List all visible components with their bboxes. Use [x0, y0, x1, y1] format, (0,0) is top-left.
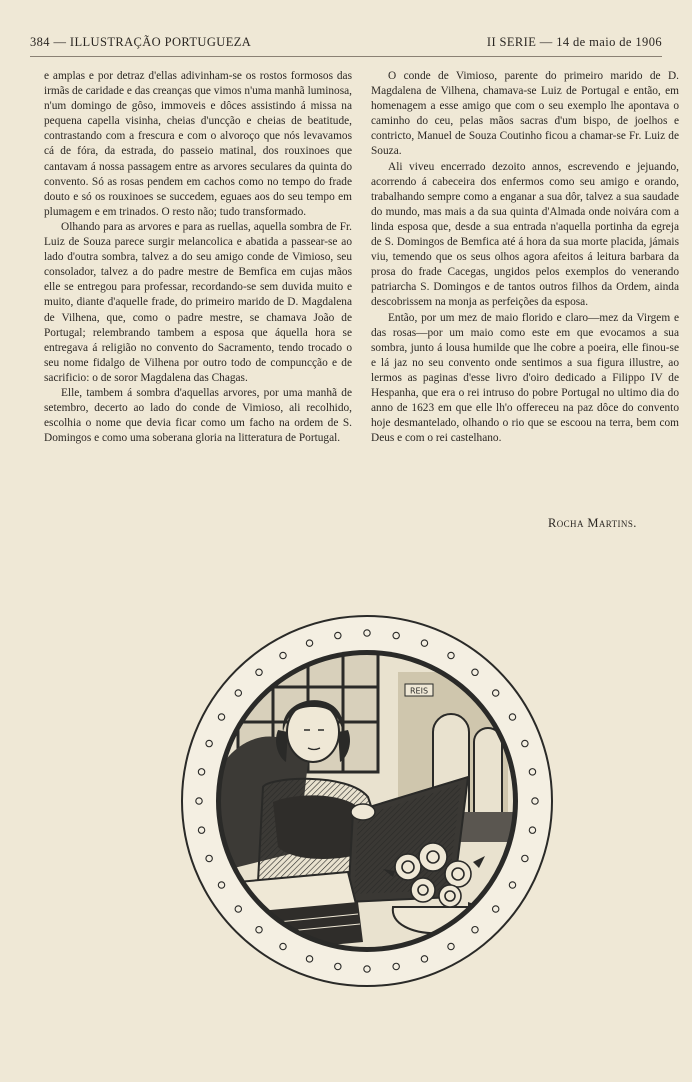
header-rule	[30, 56, 662, 57]
paragraph: Ali viveu encerrado dezoito annos, escrevendo e jejuando, acorrendo á cabeceira dos enfermos como seu amigo e orando, trabalhando sempre como a enganar a sua dôr, talvez a sua saudade do mundo, mas mais a da sua quinta d'Almada onde noivára com a linda esposa que, desde a sua entrada n'aquella portinha da egreja de S. Domingos de Bemfica até á hora da sua morte placida, jámais viu, temendo que os seus olhos agora afeitos á leitura barbara da prosa do frade Cacegas, ungidos pelos exemplos do venerando patriarcha S. Domingos e de tantos outros filhos da Ordem, ainda descobrissem na monja as perfeições da esposa.	[371, 160, 679, 309]
paragraph: O conde de Vimioso, parente do primeiro marido de D. Magdalena de Vilhena, chamava-se Luiz de Portugal e então, em homenagem a esse amigo que com o seu exemplo lhe apontava o caminho do ceu, pelas mãos sacras d'um bispo, de joelhos e contricto, Manuel de Souza Coutinho ficou a chamar-se Fr. Luiz de Souza.	[371, 70, 679, 158]
paragraph: Olhando para as arvores e para as ruellas, aquella sombra de Fr. Luiz de Souza parece surgir melancolica e abatida a passear-se ao lado d'outra sombra, talvez a do seu amigo conde de Vimioso, seu consolador, talvez a do padre mestre de Bemfica em cujas mãos elle se entregou para professar, recordando-se sem duvida muito e muito, diante d'aquelle frade, do primeiro marido de D. Magdalena de Vilhena, que, como o padre mestre, se chamava João de Portugal; relembrando tambem a esposa que áquella hora se entregava á religião no convento do Sacramento, tendo trocado o seu nome fidalgo de Vilhena por outro todo de compuncção e de sacrificio: o de soror Magdalena das Chagas.	[44, 220, 352, 384]
paragraph: Elle, tambem á sombra d'aquellas arvores, por uma manhã de setembro, decerto ao lado do conde de Vimioso, ali recolhido, escolhia o nome que devia ficar como um facho na ordem de S. Domingos e como uma soberana gloria na litteratura de Portugal.	[44, 386, 352, 445]
author-signature: Rocha Martins.	[548, 516, 637, 530]
paragraph: Então, por um mez de maio florido e claro—mez da Virgem e das rosas—por um maio como este em que evocamos a sua sombra, junto á lousa humilde que lhe cobre a poeira, elle finou-se e lá jaz no seu convento onde sentimos a sua figura illustre, ao lermos as paginas d'esse livro d'oiro dedicado a Filippo IV de Hespanha, que era o rei intruso do pobre Portugal no ultimo dia do anno de 1623 em que elle lh'o offereceu na paz dôce do convento hoje desmantelado, olhando o rio que se escoou na terra, bem com Deus e com o rei castelhano.	[371, 311, 679, 445]
medallion-svg	[178, 612, 556, 990]
header-page-title: 384 — ILLUSTRAÇÃO PORTUGUEZA	[30, 35, 252, 49]
monogram-text: REIS	[409, 686, 429, 696]
portrait-medallion-illustration	[178, 612, 556, 990]
article-right-column	[371, 69, 679, 446]
artist-monogram	[405, 684, 433, 696]
article-left-column	[44, 69, 352, 446]
header-issue-date: II SERIE — 14 de maio de 1906	[486, 35, 662, 49]
paragraph: e amplas e por detraz d'ellas adivinham-se os rostos formosos das irmãs de caridade e das creanças que vimos n'uma manhã luminosa, n'um domingo de gôso, immoveis e dôces assistindo á missa na pequena capella visinha, cheias d'uncção e cheias de beatitude, contrastando com a frescura e com o alvoroço que nós levavamos cá de fóra, da estrada, do passeio matinal, dos rouxinoes que cantavam á nossa passagem entre as arvores seculares da quinta do convento. Só as rosas pendem em cachos como no tempo do frade douto e só os rouxinoes se succedem, eguaes aos do seu tempo em plumagem e em trinados. O resto não; tudo transformado.	[44, 70, 352, 218]
page-header	[30, 33, 662, 53]
